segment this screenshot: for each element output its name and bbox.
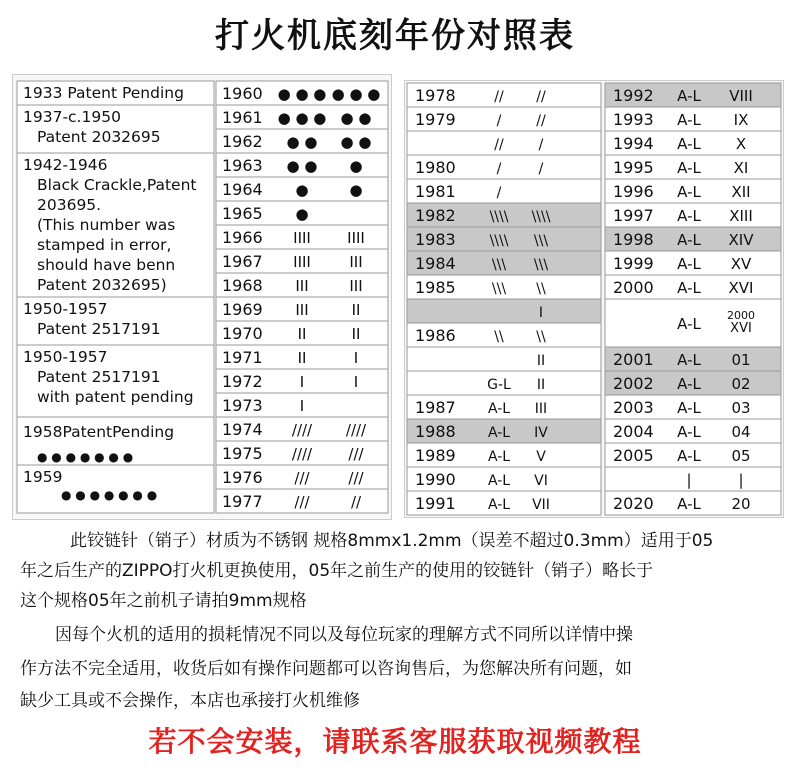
right-col1-mark-a: A-L	[487, 449, 511, 465]
right-table-graphic	[405, 81, 783, 517]
right-col2-mark-a: A-L	[677, 183, 701, 201]
right-col1-year: 1987	[415, 398, 456, 417]
right-col1-mark-a: /	[496, 113, 502, 129]
left-year-mark-b: ////	[345, 421, 367, 439]
left-table-graphic	[13, 75, 391, 519]
left-year-mark-a: IIII	[293, 229, 311, 247]
left-year-mark-a: I	[299, 397, 305, 415]
right-col1-year: 1984	[415, 254, 456, 273]
left-year-table	[12, 74, 392, 520]
left-year-mark-a: ///	[294, 469, 310, 487]
left-group-label-line: 1959	[23, 468, 63, 486]
left-year-label: 1965	[222, 204, 263, 223]
right-col2-mark-a: A-L	[677, 447, 701, 465]
left-year-label: 1977	[222, 492, 263, 511]
right-col2-mark-b: VIII	[729, 87, 753, 105]
right-col2-mark-a: A-L	[677, 423, 701, 441]
right-col2-mark-a: A-L	[677, 87, 701, 105]
left-year-label: 1971	[222, 348, 263, 367]
left-year-mark-a: ////	[291, 445, 313, 463]
right-col1-mark-b: II	[536, 353, 546, 369]
right-col2-mark-a: A-L	[677, 207, 701, 225]
left-year-label: 1972	[222, 372, 263, 391]
description-line-5: 作方法不完全适用，收货后如有操作问题都可以咨询售后，为您解决所有问题，如	[20, 659, 632, 679]
left-year-mark-a: II	[297, 349, 307, 367]
left-year-mark-a: ● ● ●	[277, 109, 327, 127]
left-group-label-line: Black Crackle,Patent	[37, 176, 197, 194]
left-year-label: 1973	[222, 396, 263, 415]
left-group-label-line: Patent 2517191	[37, 368, 161, 386]
left-year-mark-b: ● ● ●	[331, 85, 381, 103]
right-col1-mark-a: A-L	[487, 473, 511, 489]
left-year-label: 1976	[222, 468, 263, 487]
left-year-label: 1968	[222, 276, 263, 295]
right-col1-row	[407, 131, 601, 155]
left-group-label-line: 1958PatentPending	[23, 423, 175, 441]
right-col2-year: 2001	[613, 350, 654, 369]
left-year-mark-a: ///	[294, 493, 310, 511]
left-year-mark-a: ////	[291, 421, 313, 439]
right-col2-mark-a: |	[686, 471, 692, 489]
right-col1-mark-a: \\\\	[489, 233, 509, 249]
right-col2-mark-b: 02	[731, 375, 751, 393]
right-col1-mark-b: II	[536, 377, 546, 393]
right-col1-mark-b: VII	[532, 497, 550, 513]
right-col2-mark-b: 04	[731, 423, 751, 441]
right-col2-year: 1999	[613, 254, 654, 273]
left-year-label: 1960	[222, 84, 263, 103]
right-col1-row	[407, 347, 601, 371]
right-col2-mark-a: A-L	[677, 279, 701, 297]
left-group-label-line: 1942-1946	[23, 156, 108, 174]
right-col2-mark-a: A-L	[677, 375, 701, 393]
left-year-mark-b: II	[351, 301, 361, 319]
right-col1-mark-b: IV	[534, 425, 548, 441]
right-col1-year: 1981	[415, 182, 456, 201]
right-col2-mark-b: 20	[731, 495, 751, 513]
left-year-mark-a: III	[295, 277, 309, 295]
left-year-mark-a: ● ●	[286, 157, 318, 175]
right-col2-mark-a: A-L	[677, 135, 701, 153]
left-year-mark-b: ● ●	[340, 109, 372, 127]
right-col2-year: 2004	[613, 422, 654, 441]
left-year-mark-a: II	[297, 325, 307, 343]
page-title: 打火机底刻年份对照表	[215, 16, 575, 56]
right-col1-mark-a: \\\	[491, 281, 507, 297]
right-col2-year: 1995	[613, 158, 654, 177]
description-line-6: 缺少工具或不会操作，本店也承接打火机维修	[20, 691, 360, 711]
description-line-1: 此铰链针（销子）材质为不锈钢 规格8mmx1.2mm（误差不超过0.3mm）适用于05	[70, 531, 714, 551]
right-col1-row	[407, 299, 601, 323]
right-col2-row	[605, 467, 781, 491]
right-col2-mark-b: XIII	[729, 207, 753, 225]
left-year-label: 1974	[222, 420, 263, 439]
right-col2-year: 1992	[613, 86, 654, 105]
right-col1-mark-b: VI	[534, 473, 548, 489]
left-group-label-line: Patent 2517191	[37, 320, 161, 338]
right-col2-mark-b: 01	[731, 351, 751, 369]
left-year-mark-b: ●	[349, 181, 363, 199]
right-col2-mark-b2: XVI	[730, 321, 752, 336]
right-col2-mark-b: XVI	[728, 279, 754, 297]
right-col1-mark-b: III	[534, 401, 548, 417]
right-col2-year: 2002	[613, 374, 654, 393]
right-col1-mark-b: \\\\	[531, 209, 551, 225]
right-col1-mark-a: A-L	[487, 401, 511, 417]
right-col1-year: 1990	[415, 470, 456, 489]
left-group-dots: ● ● ● ● ● ● ●	[37, 450, 134, 464]
left-year-mark-a: ● ● ●	[277, 85, 327, 103]
right-col1-mark-a: //	[494, 137, 504, 153]
left-year-label: 1975	[222, 444, 263, 463]
left-group-label-line: with patent pending	[37, 388, 194, 406]
right-col2-mark-a: A-L	[677, 495, 701, 513]
right-col1-mark-b: \\	[536, 329, 546, 345]
left-year-label: 1962	[222, 132, 263, 151]
left-group-label-line: should have benn	[37, 256, 176, 274]
left-group-label-line: (This number was	[37, 216, 176, 234]
right-col1-mark-a: \\	[494, 329, 504, 345]
right-col2-mark-a: A-L	[677, 315, 701, 333]
left-year-label: 1961	[222, 108, 263, 127]
right-col2-mark-b: XI	[733, 159, 749, 177]
right-col2-mark-a: A-L	[677, 351, 701, 369]
left-group-label-line: 1950-1957	[23, 348, 108, 366]
description-line-3: 这个规格05年之前机子请拍9mm规格	[20, 591, 307, 611]
left-year-mark-b: III	[349, 277, 363, 295]
right-col2-mark-b: X	[735, 135, 747, 153]
right-col1-year: 1988	[415, 422, 456, 441]
left-year-label: 1967	[222, 252, 263, 271]
right-col2-mark-a: A-L	[677, 231, 701, 249]
right-col2-year: 1993	[613, 110, 654, 129]
left-year-mark-a: I	[299, 373, 305, 391]
left-year-mark-b: III	[349, 253, 363, 271]
right-col2-mark-b: XIV	[728, 231, 754, 249]
left-year-mark-b: ●	[349, 157, 363, 175]
right-year-table	[404, 80, 784, 518]
right-col1-mark-a: A-L	[487, 497, 511, 513]
right-col1-year: 1989	[415, 446, 456, 465]
right-col1-mark-a: //	[494, 89, 504, 105]
left-year-mark-b: I	[353, 373, 359, 391]
right-col2-year: 1998	[613, 230, 654, 249]
right-col1-year: 1991	[415, 494, 456, 513]
right-col1-year: 1982	[415, 206, 456, 225]
right-col2-mark-b: XII	[731, 183, 751, 201]
right-col1-mark-b: V	[536, 449, 546, 465]
right-col1-mark-a: \\\	[491, 257, 507, 273]
right-col1-mark-a: /	[496, 185, 502, 201]
right-col1-year: 1985	[415, 278, 456, 297]
right-col2-year: 1994	[613, 134, 654, 153]
left-group-label-line: 203695.	[37, 196, 102, 214]
left-year-mark-b: I	[353, 349, 359, 367]
left-year-label: 1963	[222, 156, 263, 175]
right-col2-mark-b: 2000	[727, 309, 755, 322]
right-col1-year: 1979	[415, 110, 456, 129]
description-line-2: 年之后生产的ZIPPO打火机更换使用，05年之前生产的使用的铰链针（销子）略长于	[20, 561, 654, 581]
left-year-mark-b: ● ●	[340, 133, 372, 151]
left-group-label-line: stamped in error,	[37, 236, 172, 254]
right-col1-mark-b: //	[536, 89, 546, 105]
right-col1-year: 1978	[415, 86, 456, 105]
right-col2-mark-b: IX	[733, 111, 749, 129]
left-group-label-line: Patent 2032695	[37, 128, 161, 146]
right-col1-mark-b: \\\	[533, 257, 549, 273]
left-year-mark-b: //	[350, 493, 362, 511]
right-col1-mark-a: /	[496, 161, 502, 177]
left-year-mark-b: II	[351, 325, 361, 343]
left-year-mark-a: ●	[295, 205, 309, 223]
right-col1-mark-b: /	[538, 137, 544, 153]
right-col1-mark-b: //	[536, 113, 546, 129]
right-col1-year: 1986	[415, 326, 456, 345]
right-col1-mark-a: A-L	[487, 425, 511, 441]
right-col2-mark-b: 05	[731, 447, 751, 465]
left-year-mark-a: III	[295, 301, 309, 319]
left-year-label: 1970	[222, 324, 263, 343]
left-year-label: 1969	[222, 300, 263, 319]
left-year-mark-a: ●	[295, 181, 309, 199]
right-col2-mark-a: A-L	[677, 399, 701, 417]
left-year-mark-b: IIII	[347, 229, 365, 247]
left-year-mark-a: ● ●	[286, 133, 318, 151]
left-year-label: 1964	[222, 180, 263, 199]
right-col1-mark-b: /	[538, 161, 544, 177]
right-col2-year: 2000	[613, 278, 654, 297]
right-col1-mark-a: G-L	[487, 377, 511, 393]
contact-service-notice: 若不会安装，请联系客服获取视频教程	[148, 725, 642, 758]
right-col2-year: 1997	[613, 206, 654, 225]
right-col2-mark-a: A-L	[677, 159, 701, 177]
left-group-label-line: 1950-1957	[23, 300, 108, 318]
right-col2-year: 2020	[613, 494, 654, 513]
left-group-label-line: Patent 2032695)	[37, 276, 167, 294]
left-year-mark-b: ///	[348, 445, 364, 463]
right-col1-mark-b: \\\	[533, 233, 549, 249]
left-group-label-line: 1937-c.1950	[23, 108, 121, 126]
right-col1-mark-a: \\\\	[489, 209, 509, 225]
right-col2-year: 2005	[613, 446, 654, 465]
right-col1-year: 1983	[415, 230, 456, 249]
right-col2-year: 1996	[613, 182, 654, 201]
left-year-mark-b: ///	[348, 469, 364, 487]
description-line-4: 因每个火机的适用的损耗情况不同以及每位玩家的理解方式不同所以详情中操	[55, 625, 633, 645]
right-col1-year: 1980	[415, 158, 456, 177]
right-col2-mark-b: |	[738, 471, 744, 489]
right-col1-mark-b: I	[538, 305, 544, 321]
right-col2-mark-a: A-L	[677, 255, 701, 273]
left-year-label: 1966	[222, 228, 263, 247]
left-group-dots: ● ● ● ● ● ● ●	[61, 488, 158, 502]
right-col2-mark-b: XV	[730, 255, 752, 273]
right-col2-mark-b: 03	[731, 399, 751, 417]
left-group-label-line: 1933 Patent Pending	[23, 84, 184, 102]
right-col2-year: 2003	[613, 398, 654, 417]
right-col1-mark-b: \\	[536, 281, 546, 297]
left-year-mark-a: IIII	[293, 253, 311, 271]
right-col2-mark-a: A-L	[677, 111, 701, 129]
